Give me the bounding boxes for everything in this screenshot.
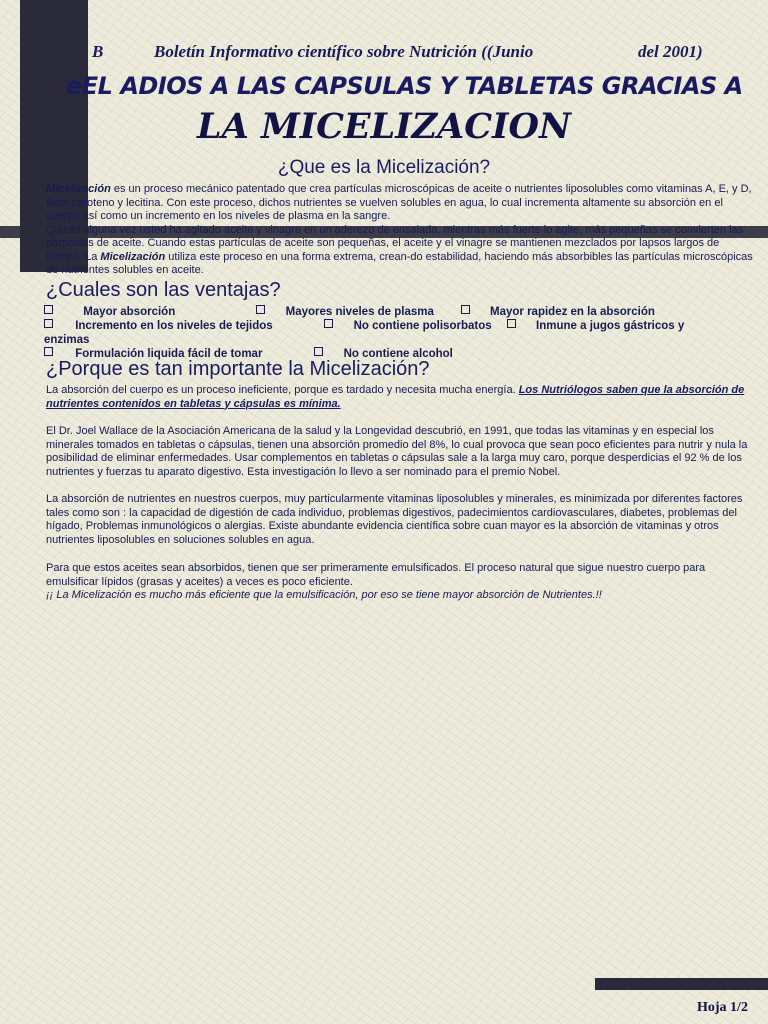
- section1-term: Micelización: [46, 183, 111, 195]
- advantage-item: No contiene polisorbatos: [353, 320, 492, 332]
- advantage-item: Incremento en los niveles de tejidos: [75, 320, 273, 332]
- section3-p1-text: La absorción del cuerpo es un proceso ineficiente, porque es tardado y necesita mucha energía.: [46, 384, 519, 396]
- section1-term2: Micelización: [100, 250, 166, 263]
- advantage-item: Inmune a jugos gástricos y: [536, 320, 685, 332]
- section1-text-c: utiliza este proceso en una forma extrema, crean-do estabilidad, haciendo más absorbibles las partículas microscópicas de nutrientes solubles en aceite.: [46, 250, 753, 276]
- section3-paragraph-2: El Dr. Joel Wallace de la Asociación Americana de la salud y la Longevidad descubrió, en 1991, que todas las vitaminas y en especial los minerales tomados en tabletas o cápsulas, tienen una absorción promedio del 8%, lo cual provoca que sean poco eficientes para nutrir y nula la posibilidad de eliminar enfermedades. Usar complementos en tabletas o cápsulas sale a la larga muy caro, porque desperdicias el 92 % de los nutrientes y fuerzas tu aparato digestivo. Esta investigación lo llevo a ser nominado para el premio Nobel.: [46, 425, 748, 478]
- section3-p4-italic: ¡¡ La Micelización es mucho más eficiente que la emulsificación, por eso se tiene mayor absorción de Nutrientes.!!: [46, 589, 602, 601]
- checkbox-icon: [44, 305, 53, 314]
- section3-p4-text: Para que estos aceites sean absorbidos, tienen que ser primeramente emulsificados. El proceso natural que sigue nuestro cuerpo para emulsificar lípidos (grasas y aceites) a veces es poco eficiente.: [46, 562, 706, 588]
- checkbox-icon: [44, 347, 53, 356]
- checkbox-icon: [461, 305, 470, 314]
- advantages-row-2: [44, 320, 684, 332]
- headline-line1: eEL ADIOS A LAS CAPSULAS Y TABLETAS GRACIAS A: [66, 72, 743, 100]
- advantage-item: enzimas: [44, 334, 90, 346]
- checkbox-icon: [314, 347, 323, 356]
- section1-text-b: Quizás alguna vez usted ha agitado aceite y vinagre en un aderezo de ensalada, mientras más fuerte lo agite, más pequeñas se convierten las partículas de aceite. Cuando estas partículas de aceite son pequeñas, el aceite y el vinagre se mantienen mezclados por lapsos largos de tiempo. La: [46, 223, 744, 263]
- section3-paragraph-3: La absorción de nutrientes en nuestros cuerpos, muy particularmente vitaminas liposolubles y minerales, es minimizada por diferentes factores tales como son : la capacidad de digestión de cada individuo, problemas digestivos, padecimientos cardiovasculares, diabetes, problemas del hígado, Problemas inmunológicos o alergias. Existe abundante evidencia científica sobre cuan mayor es la absorción de vitaminas y otros nutrientes liposolubles en soluciones solubles en agua.: [46, 493, 743, 546]
- checkbox-icon: [324, 319, 333, 328]
- advantage-item: No contiene alcohol: [343, 348, 453, 360]
- nutritionists-link[interactable]: Los Nutriólogos saben que la absorción de nutrientes contenidos en tabletas y cápsulas es mínima.: [46, 384, 745, 410]
- advantage-item: Mayor absorción: [83, 306, 176, 318]
- advantage-item: Mayor rapidez en la absorción: [490, 306, 655, 318]
- section1-heading: ¿Que es la Micelización?: [277, 157, 491, 178]
- checkbox-icon: [507, 319, 516, 328]
- headline-line2: LA MICELIZACION: [197, 106, 571, 147]
- advantage-item: Formulación liquida fácil de tomar: [75, 348, 263, 360]
- section3-paragraph-1: [46, 384, 758, 411]
- advantages-row-3: [44, 334, 89, 346]
- section1-paragraph: [46, 183, 758, 278]
- section3-heading: ¿Porque es tan importante la Micelización?: [46, 358, 430, 380]
- page-number: Hoja 1/2: [697, 1000, 748, 1015]
- decorative-bottom-bar: [595, 978, 768, 990]
- header-title: Boletín Informativo científico sobre Nutrición ((Junio: [154, 42, 534, 61]
- header-letter: B: [92, 42, 104, 61]
- header-date: del 2001): [638, 42, 703, 61]
- checkbox-icon: [256, 305, 265, 314]
- advantage-item: Mayores niveles de plasma: [285, 306, 434, 318]
- advantages-row-1: [44, 306, 655, 318]
- section3-paragraph-4: [46, 562, 758, 603]
- checkbox-icon: [44, 319, 53, 328]
- section1-text-a: es un proceso mecánico patentado que crea partículas microscópicas de aceite o nutrientes liposolubles como vitaminas A, E, y D, Beta caroteno y lecitina. Con este proceso, dichos nutrientes se vuelven solubles en agua, lo cual incrementa altamente su absorción en el cuerpo así como un incremento en los niveles de plasma en la sangre.: [46, 183, 752, 222]
- section2-heading: ¿Cuales son las ventajas?: [46, 279, 281, 301]
